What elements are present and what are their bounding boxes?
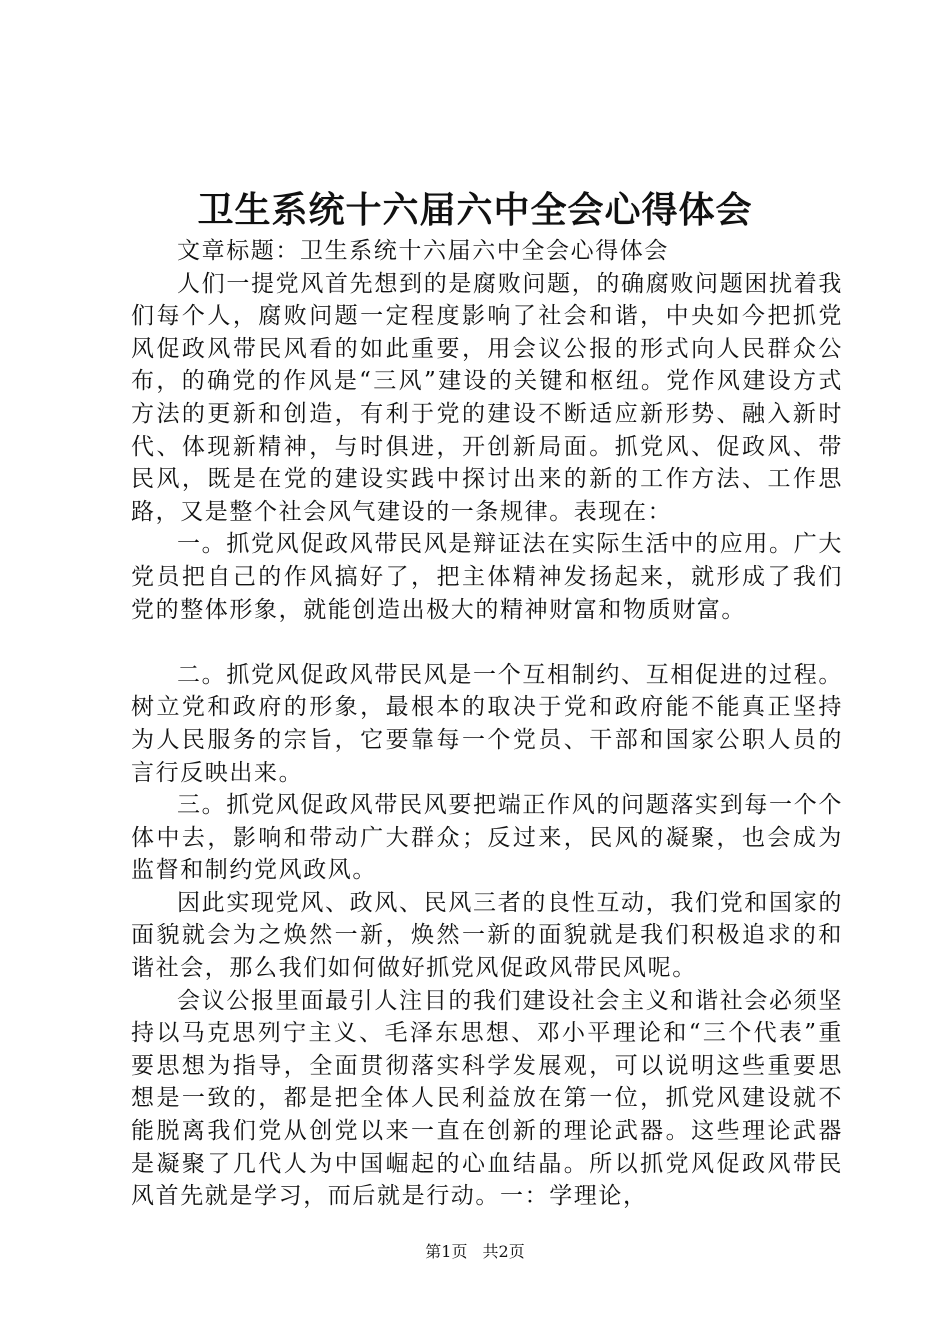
paragraph-point-two: 二。抓党风促政风带民风是一个互相制约、互相促进的过程。树立党和政府的形象，最根本的取决于党和政府能不能真正坚持为人民服务的宗旨，它要靠每一个党员、干部和国家公职人员的言行反映出来。 [131,661,843,786]
paragraph-point-one: 一。抓党风促政风带民风是辩证法在实际生活中的应用。广大党员把自己的作风搞好了，把主体精神发扬起来，就形成了我们党的整体形象，就能创造出极大的精神财富和物质财富。 [131,531,843,623]
document-title: 卫生系统十六届六中全会心得体会 [197,189,753,231]
page-number: 第1页 [425,1242,468,1261]
paragraph-point-three: 三。抓党风促政风带民风要把端正作风的问题落实到每一个个体中去，影响和带动广大群众；反过来，民风的凝聚，也会成为监督和制约党风政风。 [131,792,843,884]
document-body [131,235,843,1213]
page-total: 共2页 [482,1242,525,1261]
paragraph-conclusion: 因此实现党风、政风、民风三者的良性互动，我们党和国家的面貌就会为之焕然一新，焕然一新的面貌就是我们积极追求的和谐社会，那么我们如何做好抓党风促政风带民风呢。 [131,889,843,982]
page-footer [0,1240,950,1264]
paragraph-article-heading: 文章标题：卫生系统十六届六中全会心得体会 [177,238,669,264]
paragraph-communique: 会议公报里面最引人注目的我们建设社会主义和谐社会必须坚持以马克思列宁主义、毛泽东思想、邓小平理论和“三个代表”重要思想为指导，全面贯彻落实科学发展观，可以说明这些重要思想是一致的，都是把全体人民利益放在第一位，抓党风建设就不能脱离我们党从创党以来一直在创新的理论武器。这些理论武器是凝聚了几代人为中国崛起的心血结晶。所以抓党风促政风带民风首先就是学习，而后就是行动。一：学理论， [131,987,843,1210]
paragraph-intro: 人们一提党风首先想到的是腐败问题，的确腐败问题困扰着我们每个人，腐败问题一定程度影响了社会和谐，中央如今把抓党风促政风带民风看的如此重要，用会议公报的形式向人民群众公布，的确党的作风是“三风”建设的关键和枢纽。党作风建设方式方法的更新和创造，有利于党的建设不断适应新形势、融入新时代、体现新精神，与时俱进，开创新局面。抓党风、促政风、带民风，既是在党的建设实践中探讨出来的新的工作方法、工作思路，又是整个社会风气建设的一条规律。表现在： [131,270,843,525]
